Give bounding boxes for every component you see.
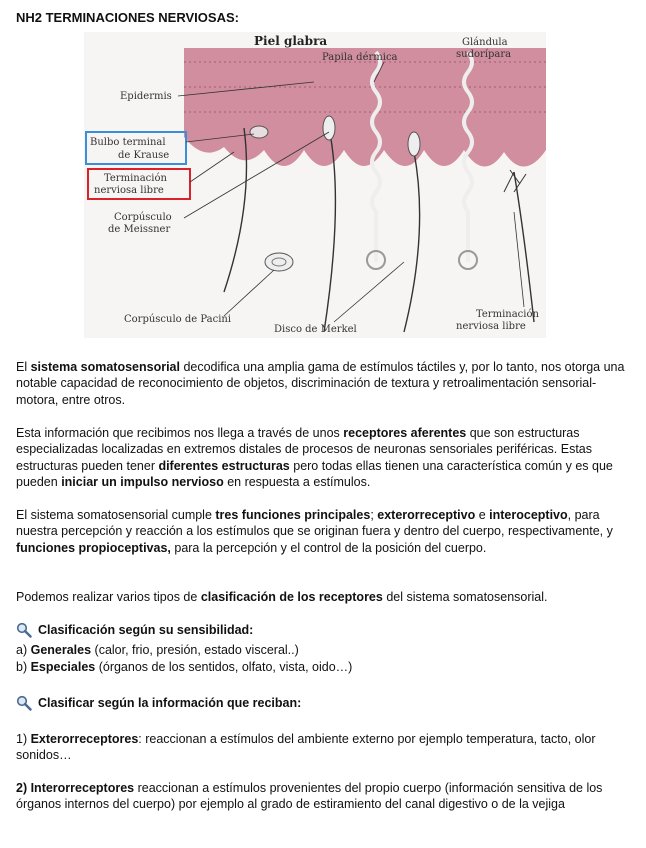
paragraph-4	[16, 589, 630, 605]
p2-run-2: que son estructuras especializadas localizadas en extremos distales de procesos de neuronas sensoriales periféricas. Estas estructuras pueden tener	[16, 426, 593, 473]
p3-run-7: funciones propioceptivas,	[16, 540, 171, 555]
label-glandula-1: Glándula	[462, 37, 508, 48]
section-heading-sensibilidad-text: Clasificación según su sensibilidad:	[38, 623, 254, 637]
p4-run-2: del sistema somatosensorial.	[382, 590, 548, 604]
p4-run-1: clasificación de los receptores	[200, 590, 383, 604]
paragraph-1	[16, 359, 630, 408]
label-meissner-1: Corpúsculo	[114, 212, 172, 223]
label-merkel: Disco de Merkel	[274, 324, 357, 335]
list-item-especiales: b) Especiales (órganos de los sentidos, olfato, vista, oido…)	[16, 659, 353, 674]
section-heading-informacion-text: Clasificar según la información que reciban:	[38, 696, 302, 710]
label-krause-2: de Krause	[118, 150, 170, 161]
label-meissner-2: de Meissner	[108, 224, 171, 235]
p2-run-3: diferentes estructuras	[158, 458, 290, 473]
p3-run-0: El sistema somatosensorial cumple	[16, 508, 216, 522]
p1-run-0: El	[16, 360, 31, 374]
p6-run-0: 2) Interorreceptores	[16, 781, 135, 795]
p5-run-2: : reaccionan a estímulos del ambiente externo por ejemplo temperatura, tacto, olor sonidos…	[16, 732, 596, 763]
p3-run-1: tres funciones principales	[215, 508, 371, 522]
paragraph-interorreceptores	[16, 780, 630, 813]
p5-run-1: Exterorreceptores	[30, 732, 139, 746]
epidermis-layer	[184, 48, 546, 167]
label-krause-1: Bulbo terminal	[90, 137, 166, 148]
p2-run-0: Esta información que recibimos nos llega a través de unos	[16, 426, 344, 440]
label-papila: Papila dérmica	[322, 52, 398, 63]
section-heading-informacion	[16, 695, 301, 711]
label-libre-1: Terminación	[104, 173, 167, 184]
sensibilidad-list	[16, 642, 352, 675]
paragraph-exterorreceptores	[16, 731, 630, 764]
p1-run-2: decodifica una amplia gama de estímulos táctiles y, por lo tanto, nos otorga una notable capacidad de reconocimiento de objetos, discriminación de textura y retroalimentación sensorial-motora, entre otros.	[16, 360, 625, 407]
p3-run-8: para la percepción y el control de la posición del cuerpo.	[170, 540, 487, 555]
p3-run-3: exterorreceptivo	[377, 508, 476, 522]
figure-title: Piel glabra	[254, 34, 328, 48]
p1-run-1: sistema somatosensorial	[30, 360, 180, 374]
magnifier-icon	[16, 695, 32, 711]
label-libre-2: nerviosa libre	[94, 185, 164, 196]
paragraph-3	[16, 507, 630, 556]
paragraph-2	[16, 425, 630, 490]
skin-diagram-svg	[84, 32, 546, 338]
label-pacini: Corpúsculo de Pacini	[124, 314, 232, 325]
p2-run-4: pero todas ellas tienen una característica común y es que pueden	[16, 458, 613, 489]
p5-run-0: 1)	[16, 732, 31, 746]
p3-run-2: ;	[370, 508, 378, 522]
label-libre-right-1: Terminación	[476, 309, 539, 320]
page-title: NH2 TERMINACIONES NERVIOSAS:	[16, 10, 239, 25]
label-libre-right-2: nerviosa libre	[456, 321, 526, 332]
skin-diagram	[84, 32, 546, 338]
p4-run-0: Podemos realizar varios tipos de	[16, 590, 201, 604]
section-heading-sensibilidad	[16, 622, 253, 638]
p3-run-6: , para nuestra percepción y reacción a los estímulos que se originan fuera y dentro del cuerpo, respectivamente, y	[16, 508, 613, 539]
label-glandula-2: sudorípara	[456, 49, 512, 60]
list-item-generales: a) Generales (calor, frio, presión, estado visceral..)	[16, 643, 299, 657]
p2-run-5: iniciar un impulso nervioso	[61, 474, 224, 489]
label-epidermis: Epidermis	[120, 91, 172, 102]
p3-run-5: interoceptivo	[489, 508, 568, 522]
p2-run-1: receptores aferentes	[343, 426, 467, 440]
p3-run-4: e	[475, 508, 490, 522]
p6-run-1: reaccionan a estímulos provenientes del propio cuerpo (información sensitiva de los órganos internos del cuerpo) por ejemplo al grado de estiramiento del canal digestivo o de la vejiga	[16, 781, 603, 812]
p2-run-6: en respuesta a estímulos.	[223, 474, 371, 489]
magnifier-icon	[16, 622, 32, 638]
